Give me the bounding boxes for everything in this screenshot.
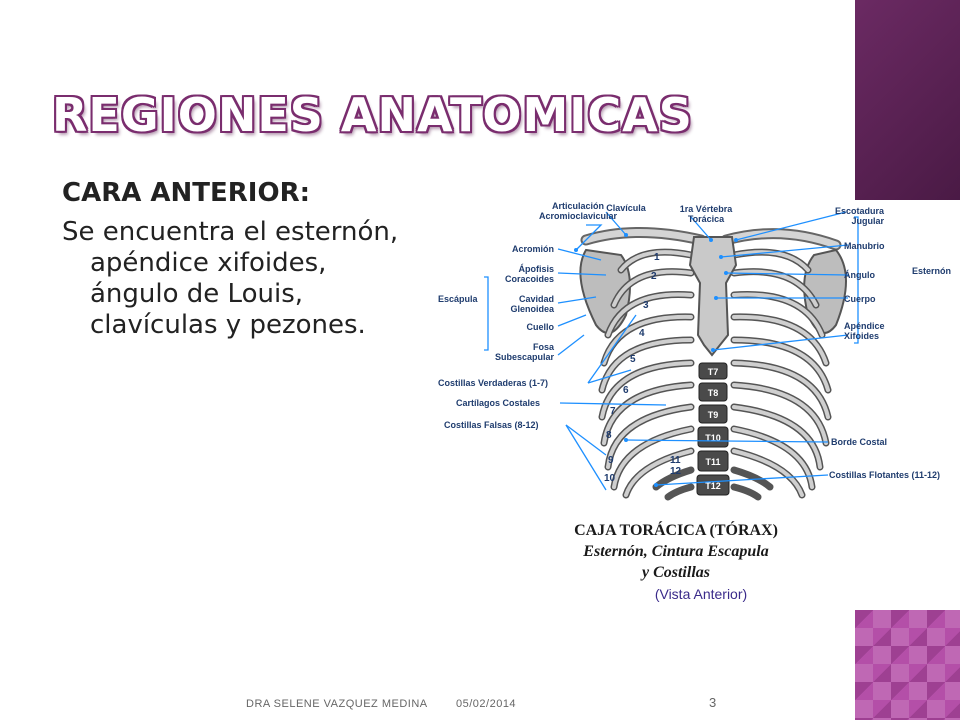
label-clavicula: Clavícula [606, 203, 646, 213]
label-cartilagos-costales: Cartílagos Costales [456, 398, 541, 408]
rib-number: 6 [623, 385, 629, 396]
footer-author: DRA SELENE VAZQUEZ MEDINA [246, 698, 428, 710]
slide-title: REGIONES ANATOMICAS [52, 88, 693, 142]
label-fosa: Fosa [532, 342, 554, 352]
rib-number: 7 [610, 406, 616, 417]
label-costillas-verdaderas: Costillas Verdaderas (1-7) [438, 378, 549, 388]
vertebra-label: T8 [707, 388, 719, 398]
thoracic-spine [697, 363, 729, 495]
vertebra-label: T9 [707, 410, 719, 420]
label-borde-costal: Borde Costal [831, 437, 888, 447]
footer-date: 05/02/2014 [456, 698, 517, 710]
section-heading: CARA ANTERIOR: [62, 178, 310, 208]
decorative-bar-top [855, 0, 960, 200]
rib-number: 4 [639, 328, 645, 339]
label-apendice: Apéndice [844, 321, 885, 331]
label-cavidad: Cavidad [518, 294, 554, 304]
label-glenoidea: Glenoidea [510, 304, 554, 314]
rib-number: 11 [670, 455, 681, 466]
decorative-bar-bottom [855, 610, 960, 720]
rib-number: 9 [608, 455, 614, 466]
vertebra-label: T11 [705, 457, 721, 467]
label-acromion: Acromión [511, 244, 554, 254]
footer-page-number: 3 [709, 695, 717, 710]
rib-number: 5 [630, 354, 636, 365]
caption-subtitle-2: y Costillas [641, 564, 711, 581]
label-costillas-flotantes: Costillas Flotantes (11-12) [829, 470, 941, 480]
vertebra-label: T10 [705, 433, 721, 443]
label-articulacion: Articulación [551, 201, 605, 211]
label-escapula: Escápula [438, 294, 478, 304]
figure-caption [574, 520, 778, 602]
label-apofisis: Ápofisis [518, 264, 554, 274]
label-escotadura: Escotadura [834, 206, 884, 216]
label-cuerpo: Cuerpo [844, 294, 876, 304]
label-angulo: Ángulo [844, 270, 875, 280]
label-acromioclavicular: Acromioclavicular [538, 211, 618, 221]
caption-subtitle: Esternón, Cintura Escapula [583, 543, 769, 560]
label-manubrio: Manubrio [844, 241, 885, 251]
sternum [690, 237, 736, 355]
label-cuello: Cuello [526, 322, 554, 332]
label-costillas-falsas: Costillas Falsas (8-12) [444, 420, 539, 430]
caption-view: (Vista Anterior) [654, 586, 748, 602]
caption-title: CAJA TORÁCICA (TÓRAX) [574, 522, 778, 539]
thoracic-cage-figure [436, 195, 941, 625]
label-jugular: Jugular [851, 216, 884, 226]
rib-number: 1 [654, 252, 660, 263]
label-1ra-vertebra: 1ra Vértebra [679, 204, 733, 214]
label-esternon-side: Esternón [912, 266, 952, 276]
rib-number: 12 [670, 466, 682, 477]
label-coracoides: Coracoides [504, 274, 554, 284]
label-xifoides: Xifoides [844, 331, 880, 341]
rib-number: 8 [606, 430, 612, 441]
rib-number: 3 [643, 300, 649, 311]
label-subescapular: Subescapular [494, 352, 554, 362]
rib-number: 10 [604, 473, 616, 484]
vertebra-label: T12 [705, 481, 721, 491]
rib-number: 2 [651, 271, 657, 282]
body-text: Se encuentra el esternón, apéndice xifoides, ángulo de Louis, clavículas y pezones. [62, 217, 399, 340]
vertebra-label: T7 [707, 367, 719, 377]
label-toracica: Torácica [687, 214, 725, 224]
slide-content [62, 178, 402, 341]
